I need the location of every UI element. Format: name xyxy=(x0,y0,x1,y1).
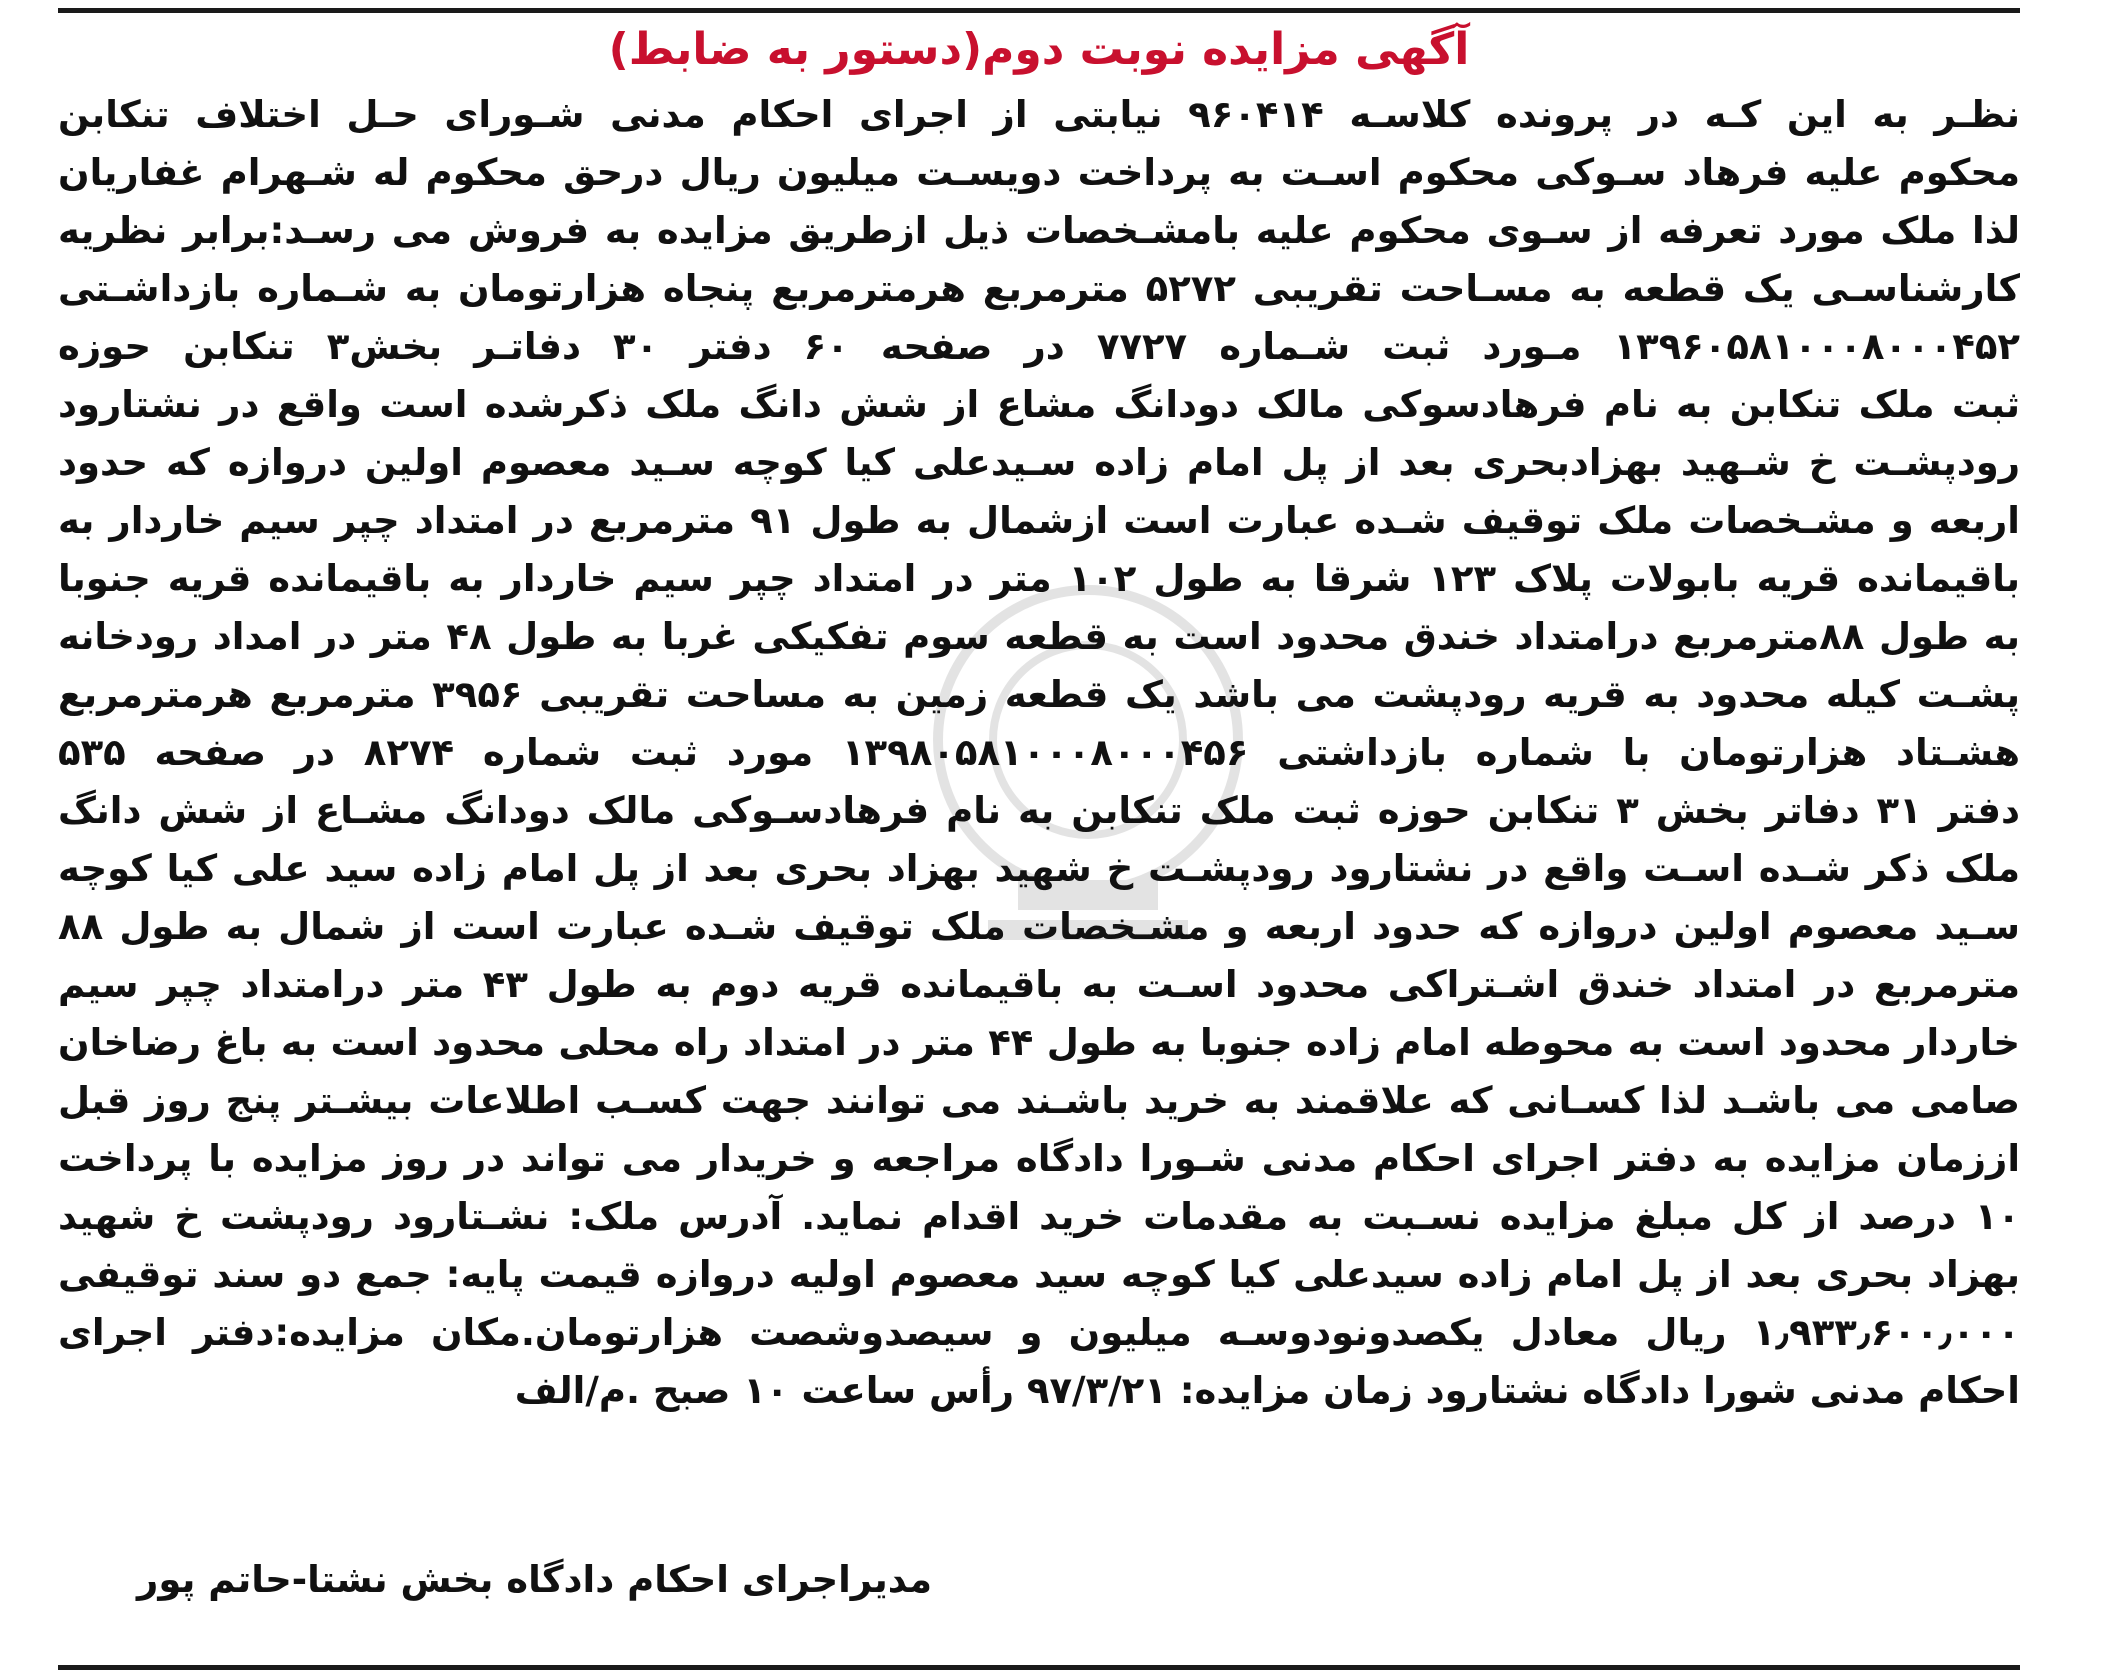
body-line: احکام مدنی شورا دادگاه نشتارود زمان مزایده: ۹۷/۳/۲۱ رأس ساعت ۱۰ صبح .م/الف xyxy=(514,1369,2020,1412)
body-line: دفتر ۳۱ دفاتر بخش ۳ تنکابن حوزه ثبت ملک تنکابن به نام فرهادسـوکی مالک دودانگ مشـاع از شش دانگ xyxy=(58,789,2020,832)
body-line: ۱٫۹۳۳٫۶۰۰٫۰۰۰ ریال معادل یکصدونودوسـه میلیون و سیصدوشصت هزارتومان.مکان مزایده:دفتر اجرای xyxy=(58,1311,2020,1354)
notice-body xyxy=(58,86,2020,1420)
body-line: ثبت ملک تنکابن به نام فرهادسوکی مالک دودانگ مشاع از شش دانگ ملک ذکرشده است واقع در نشتارود xyxy=(58,383,2020,426)
body-line: نظـر به این کـه در پرونده کلاسـه ۹۶۰۴۱۴ نیابتی از اجرای احکام مدنی شـورای حـل اختلاف تنکابن xyxy=(58,93,2020,136)
body-line: خاردار محدود است به محوطه امام زاده جنوبا به طول ۴۴ متر در امتداد راه محلی محدود است به باغ رضاخان xyxy=(58,1021,2020,1064)
body-line: صامی می باشـد لذا کسـانی که علاقمند به خرید باشـند می توانند جهت کسـب اطلاعات بیشـتر پنج روز قبل xyxy=(58,1079,2020,1122)
signature-line: مدیراجرای احکام دادگاه بخش نشتا-حاتم پور xyxy=(137,1558,932,1601)
body-line: هشـتاد هزارتومان با شماره بازداشتی ۱۳۹۸۰۵۸۱۰۰۰۸۰۰۰۴۵۶ مورد ثبت شماره ۸۲۷۴ در صفحه ۵۳۵ xyxy=(58,731,2020,774)
body-line: اربعه و مشـخصات ملک توقیف شـده عبارت است ازشمال به طول ۹۱ مترمربع در امتداد چپر سیم خاردار به xyxy=(58,499,2020,542)
body-line: کارشناسـی یک قطعه به مسـاحت تقریبی ۵۲۷۲ مترمربع هرمترمربع پنجاه هزارتومان به شـماره بازداشـتی xyxy=(58,267,2020,310)
body-line: مترمربع در امتداد خندق اشـتراکی محدود اسـت به باقیمانده قریه دوم به طول ۴۳ متر درامتداد چپر سیم xyxy=(58,963,2020,1006)
body-line: لذا ملک مورد تعرفه از سـوی محکوم علیه بامشـخصات ذیل ازطریق مزایده به فروش می رسـد:برابر نظریه xyxy=(58,209,2020,252)
body-line: پشـت کیله محدود به قریه رودپشت می باشد یک قطعه زمین به مساحت تقریبی ۳۹۵۶ مترمربع هرمترمربع xyxy=(58,673,2020,716)
body-line: ملک ذکر شـده اسـت واقع در نشتارود رودپشـت خ شهید بهزاد بحری بعد از پل امام زاده سید علی کیا کوچه xyxy=(58,847,2020,890)
body-line: رودپشـت خ شـهید بهزادبحری بعد از پل امام زاده سـیدعلی کیا کوچه سـید معصوم اولین دروازه که حدود xyxy=(58,441,2020,484)
body-line: بهزاد بحری بعد از پل امام زاده سیدعلی کیا کوچه سید معصوم اولیه دروازه قیمت پایه: جمع دو سند توقیفی xyxy=(58,1253,2020,1296)
body-line: محکوم علیه فرهاد سـوکی محکوم اسـت به پرداخت دویسـت میلیون ریال درحق محکوم له شـهرام غفاریان xyxy=(58,151,2020,194)
body-line: ۱۰ درصد از کل مبلغ مزایده نسـبت به مقدمات خرید اقدام نماید. آدرس ملک: نشـتارود رودپشت خ شهید xyxy=(58,1195,2020,1238)
notice-title: آگهی مزایده نوبت دوم(دستور به ضابط) xyxy=(608,24,1470,75)
body-line: سـید معصوم اولین دروازه که حدود اربعه و مشـخصات ملک توقیف شـده عبارت است از شمال به طول ۸۸ xyxy=(58,905,2020,948)
body-line: به طول ۸۸مترمربع درامتداد خندق محدود است به قطعه سوم تفکیکی غربا به طول ۴۸ متر در امداد رودخانه xyxy=(58,615,2020,658)
body-line: اززمان مزایده به دفتر اجرای احکام مدنی شـورا دادگاه مراجعه و خریدار می تواند در روز مزایده با پرداخت xyxy=(58,1137,2020,1180)
top-rule xyxy=(58,8,2020,13)
bottom-rule xyxy=(58,1665,2020,1670)
notice-panel xyxy=(58,0,2020,1680)
body-line: باقیمانده قریه بابولات پلاک ۱۲۳ شرقا به طول ۱۰۲ متر در امتداد چپر سیم خاردار به باقیمانده قریه جنوبا xyxy=(58,557,2020,600)
body-line: ۱۳۹۶۰۵۸۱۰۰۰۸۰۰۰۴۵۲ مـورد ثبت شـماره ۷۷۲۷ در صفحه ۶۰ دفتر ۳۰ دفاتـر بخش۳ تنکابن حوزه xyxy=(58,325,2020,368)
